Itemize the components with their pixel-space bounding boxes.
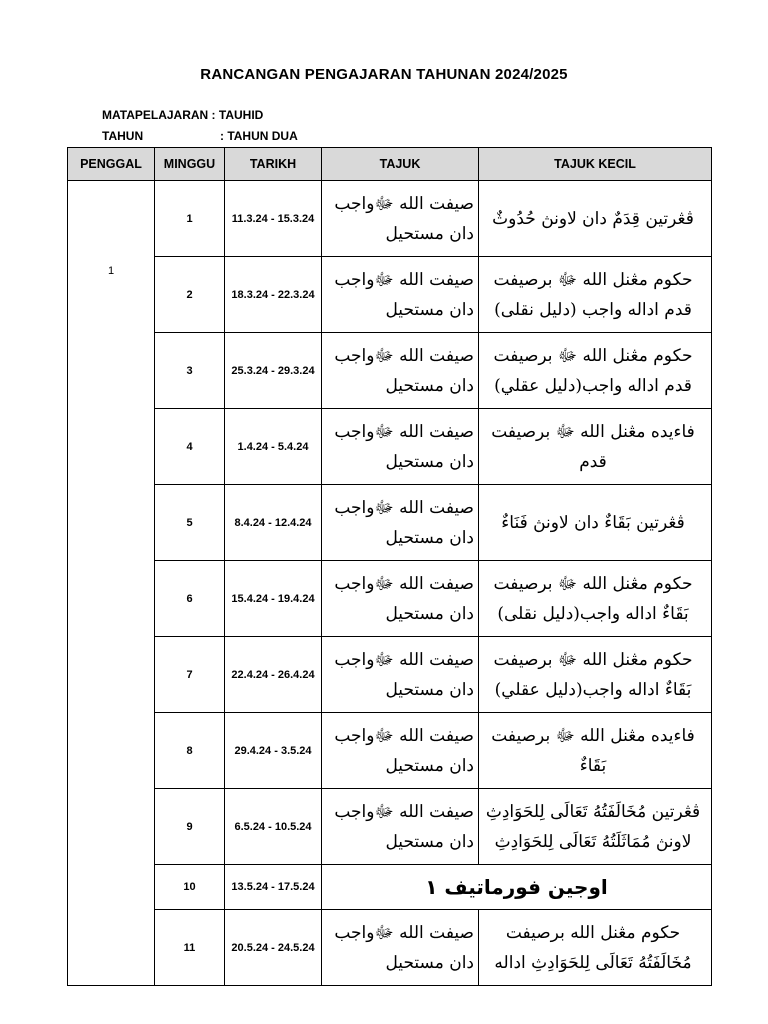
tajuk-kecil-cell: ڤڠرتين قِدَمٌ دان لاونڽ حُدُوثٌ: [479, 181, 712, 257]
header-minggu: MINGGU: [155, 148, 225, 181]
tarikh-cell: 29.4.24 - 3.5.24: [225, 713, 322, 789]
tajuk-cell: صيفت الله ﷻواجب دان مستحيل: [322, 713, 479, 789]
minggu-cell: 1: [155, 181, 225, 257]
table-row: [68, 713, 712, 789]
table-row: [68, 257, 712, 333]
year-value: : TAHUN DUA: [220, 129, 298, 143]
document-title: RANCANGAN PENGAJARAN TAHUNAN 2024/2025: [200, 66, 568, 83]
minggu-cell: 8: [155, 713, 225, 789]
tajuk-cell: صيفت الله ﷻواجب دان مستحيل: [322, 789, 479, 865]
minggu-cell: 10: [155, 865, 225, 910]
minggu-cell: 6: [155, 561, 225, 637]
tajuk-kecil-cell: حکوم مڠنل الله برصيفت مُخَالَفَتُهُ تَعَالَى لِلحَوَادِثِ اداله: [479, 910, 712, 986]
tajuk-kecil-cell: حکوم مڠنل الله ﷻ برصيفت قدم اداله واجب (دليل نقلى): [479, 257, 712, 333]
table-row: [68, 789, 712, 865]
table-header-row: [68, 148, 712, 181]
header-penggal: PENGGAL: [68, 148, 155, 181]
tajuk-kecil-cell: ڤڠرتين بَقَاءٌ دان لاونڽ فَنَاءٌ: [479, 485, 712, 561]
tajuk-cell: صيفت الله ﷻواجب دان مستحيل: [322, 181, 479, 257]
tajuk-cell: صيفت الله ﷻواجب دان مستحيل: [322, 637, 479, 713]
tarikh-cell: 18.3.24 - 22.3.24: [225, 257, 322, 333]
table-row: [68, 409, 712, 485]
minggu-cell: 4: [155, 409, 225, 485]
tarikh-cell: 15.4.24 - 19.4.24: [225, 561, 322, 637]
minggu-cell: 11: [155, 910, 225, 986]
minggu-cell: 7: [155, 637, 225, 713]
tajuk-cell: صيفت الله ﷻواجب دان مستحيل: [322, 409, 479, 485]
tarikh-cell: 1.4.24 - 5.4.24: [225, 409, 322, 485]
header-tajuk: TAJUK: [322, 148, 479, 181]
tarikh-cell: 13.5.24 - 17.5.24: [225, 865, 322, 910]
year-label: TAHUN: [102, 129, 144, 143]
tajuk-kecil-cell: حکوم مڠنل الله ﷻ برصيفت بَقَاءٌ اداله واجب(دليل نقلى): [479, 561, 712, 637]
tajuk-cell: صيفت الله ﷻواجب دان مستحيل: [322, 561, 479, 637]
tajuk-kecil-cell: فاءيده مڠنل الله ﷻ برصيفت بَقَاءٌ: [479, 713, 712, 789]
tarikh-cell: 6.5.24 - 10.5.24: [225, 789, 322, 865]
tajuk-cell: صيفت الله ﷻواجب دان مستحيل: [322, 333, 479, 409]
header-tajuk-kecil: TAJUK KECIL: [479, 148, 712, 181]
tarikh-cell: 25.3.24 - 29.3.24: [225, 333, 322, 409]
tarikh-cell: 22.4.24 - 26.4.24: [225, 637, 322, 713]
lesson-plan-table: [67, 147, 712, 986]
penggal-cell: 1: [68, 181, 155, 986]
minggu-cell: 3: [155, 333, 225, 409]
table-row: [68, 637, 712, 713]
tarikh-cell: 11.3.24 - 15.3.24: [225, 181, 322, 257]
exam-cell: اوجين فورماتيف ١: [322, 865, 712, 910]
minggu-cell: 2: [155, 257, 225, 333]
table-row: [68, 485, 712, 561]
table-row: [68, 865, 712, 910]
table-row: [68, 910, 712, 986]
header-tarikh: TARIKH: [225, 148, 322, 181]
tarikh-cell: 8.4.24 - 12.4.24: [225, 485, 322, 561]
tajuk-cell: صيفت الله ﷻواجب دان مستحيل: [322, 485, 479, 561]
table-row: [68, 333, 712, 409]
tarikh-cell: 20.5.24 - 24.5.24: [225, 910, 322, 986]
minggu-cell: 5: [155, 485, 225, 561]
tajuk-kecil-cell: ڤڠرتين مُخَالَفَتُهُ تَعَالَى لِلحَوَادِثِ لاونڽ مُمَاثَلَتُهُ تَعَالَى لِلحَوَادِثِ: [479, 789, 712, 865]
tajuk-cell: صيفت الله ﷻواجب دان مستحيل: [322, 257, 479, 333]
tajuk-kecil-cell: حکوم مڠنل الله ﷻ برصيفت قدم اداله واجب(دليل عقلي): [479, 333, 712, 409]
year-line: [102, 129, 298, 143]
minggu-cell: 9: [155, 789, 225, 865]
table-row: [68, 181, 712, 257]
tajuk-cell: صيفت الله ﷻواجب دان مستحيل: [322, 910, 479, 986]
table-row: [68, 561, 712, 637]
subject-line: MATAPELAJARAN : TAUHID: [102, 108, 264, 122]
tajuk-kecil-cell: فاءيده مڠنل الله ﷻ برصيفت قدم: [479, 409, 712, 485]
tajuk-kecil-cell: حکوم مڠنل الله ﷻ برصيفت بَقَاءٌ اداله واجب(دليل عقلي): [479, 637, 712, 713]
